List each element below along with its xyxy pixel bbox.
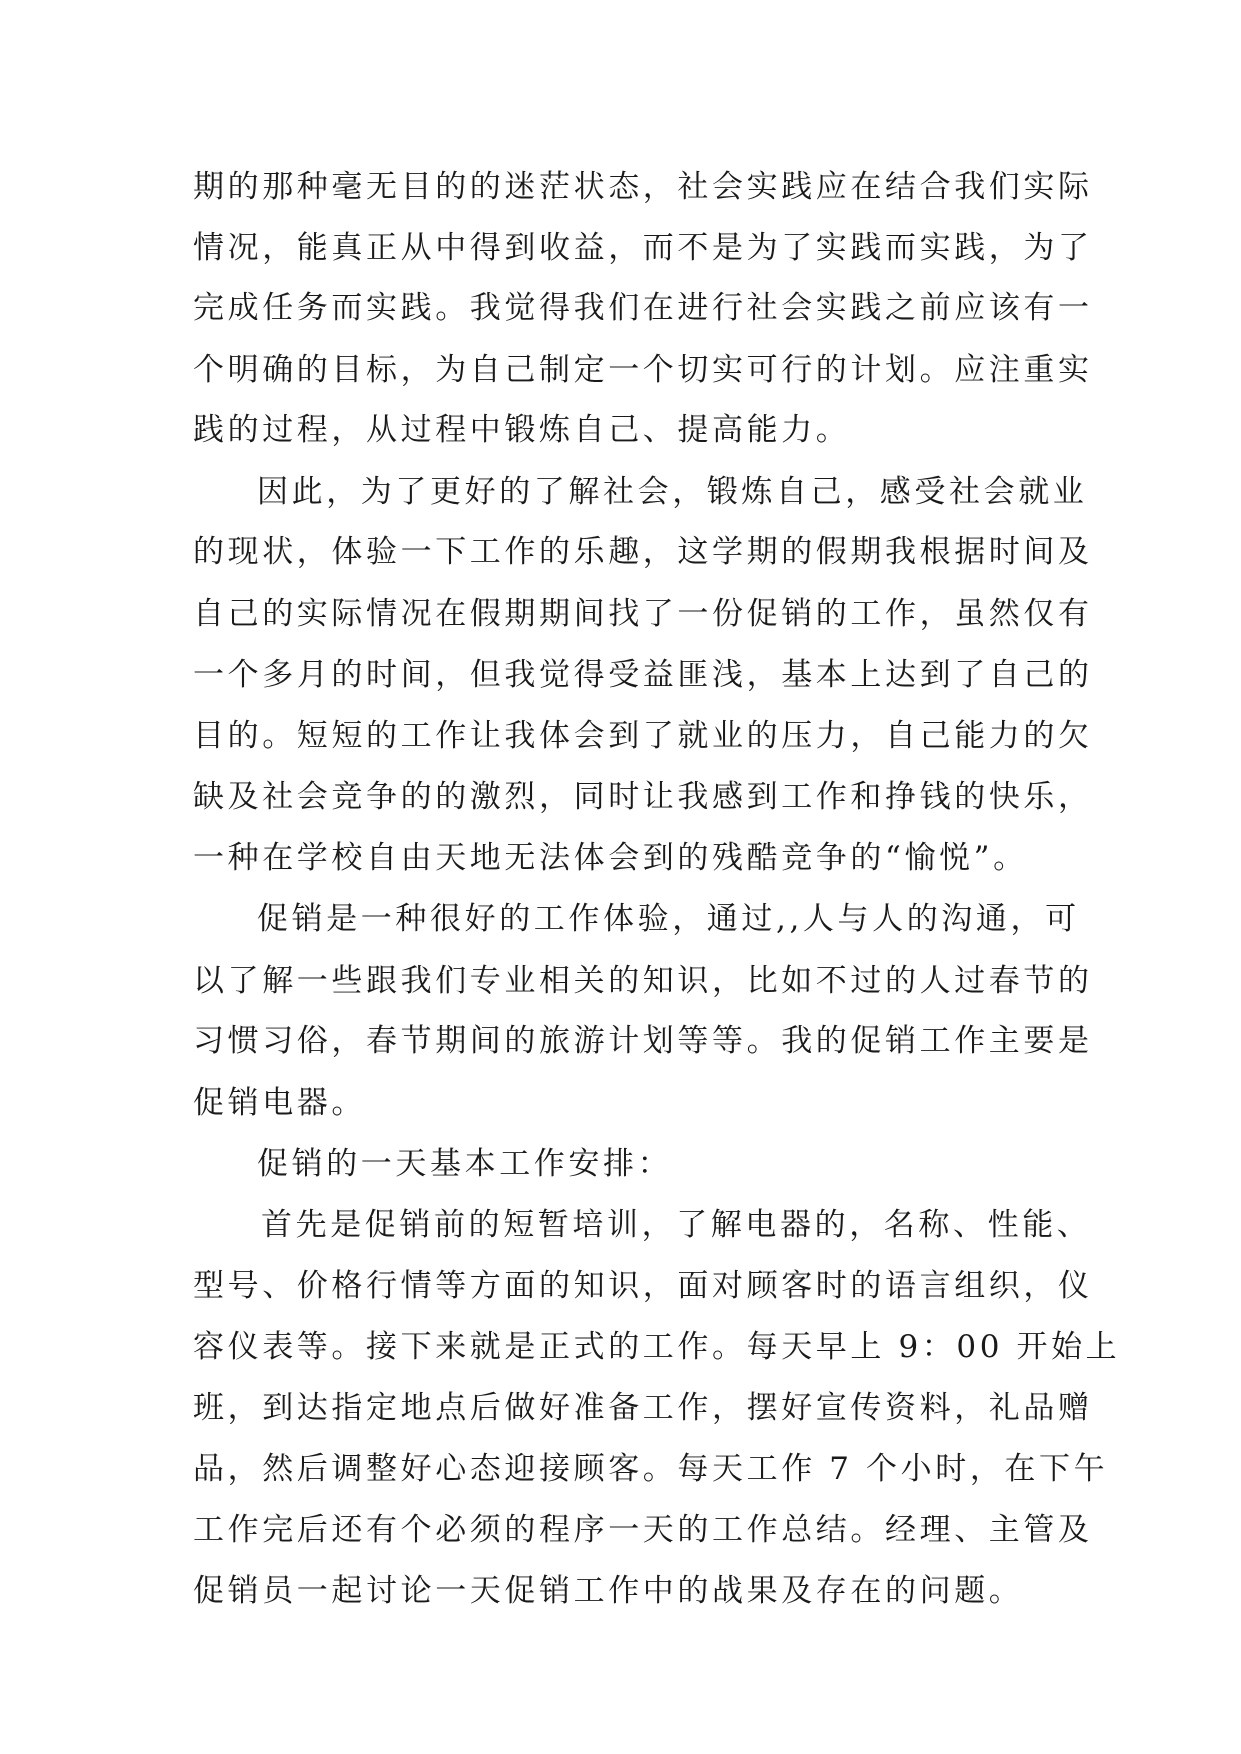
text-line: 一种在学校自由天地无法体会到的残酷竞争的“愉悦”。 xyxy=(193,840,1028,876)
text-line: 一个多月的时间，但我觉得受益匪浅，基本上达到了自己的 xyxy=(193,657,1093,693)
text-line: 促销电器。 xyxy=(193,1085,366,1121)
text-line: 个明确的目标，为自己制定一个切实可行的计划。应注重实 xyxy=(193,352,1093,388)
text-line: 促销是一种很好的工作体验，通过,,人与人的沟通，可 xyxy=(257,901,1080,937)
text-line: 期的那种毫无目的的迷茫状态，社会实践应在结合我们实际 xyxy=(193,169,1093,205)
text-line: 容仪表等。接下来就是正式的工作。每天早上 9：00 开始上 xyxy=(193,1329,1121,1365)
text-line: 情况，能真正从中得到收益，而不是为了实践而实践，为了 xyxy=(193,230,1093,266)
text-line: 习惯习俗，春节期间的旅游计划等等。我的促销工作主要是 xyxy=(193,1023,1093,1059)
text-line: 促销员一起讨论一天促销工作中的战果及存在的问题。 xyxy=(193,1573,1024,1609)
text-line: 的现状，体验一下工作的乐趣，这学期的假期我根据时间及 xyxy=(193,534,1093,570)
text-line: 缺及社会竞争的的激烈，同时让我感到工作和挣钱的快乐， xyxy=(193,779,1093,815)
text-line: 以了解一些跟我们专业相关的知识，比如不过的人过春节的 xyxy=(193,963,1093,999)
text-line: 型号、价格行情等方面的知识，面对顾客时的语言组织，仪 xyxy=(193,1268,1093,1304)
text-line: 自己的实际情况在假期期间找了一份促销的工作，虽然仅有 xyxy=(193,596,1093,632)
text-line: 首先是促销前的短暂培训，了解电器的，名称、性能、 xyxy=(261,1207,1092,1243)
text-line: 完成任务而实践。我觉得我们在进行社会实践之前应该有一 xyxy=(193,290,1093,326)
text-line: 因此，为了更好的了解社会，锻炼自己，感受社会就业 xyxy=(257,474,1088,510)
text-line: 践的过程，从过程中锻炼自己、提高能力。 xyxy=(193,412,851,448)
text-line: 品，然后调整好心态迎接顾客。每天工作 7 个小时，在下午 xyxy=(193,1451,1109,1487)
text-line: 目的。短短的工作让我体会到了就业的压力，自己能力的欠 xyxy=(193,718,1093,754)
text-line: 工作完后还有个必须的程序一天的工作总结。经理、主管及 xyxy=(193,1512,1093,1548)
text-line: 班，到达指定地点后做好准备工作，摆好宣传资料，礼品赠 xyxy=(193,1390,1093,1426)
text-line: 促销的一天基本工作安排： xyxy=(257,1146,673,1182)
